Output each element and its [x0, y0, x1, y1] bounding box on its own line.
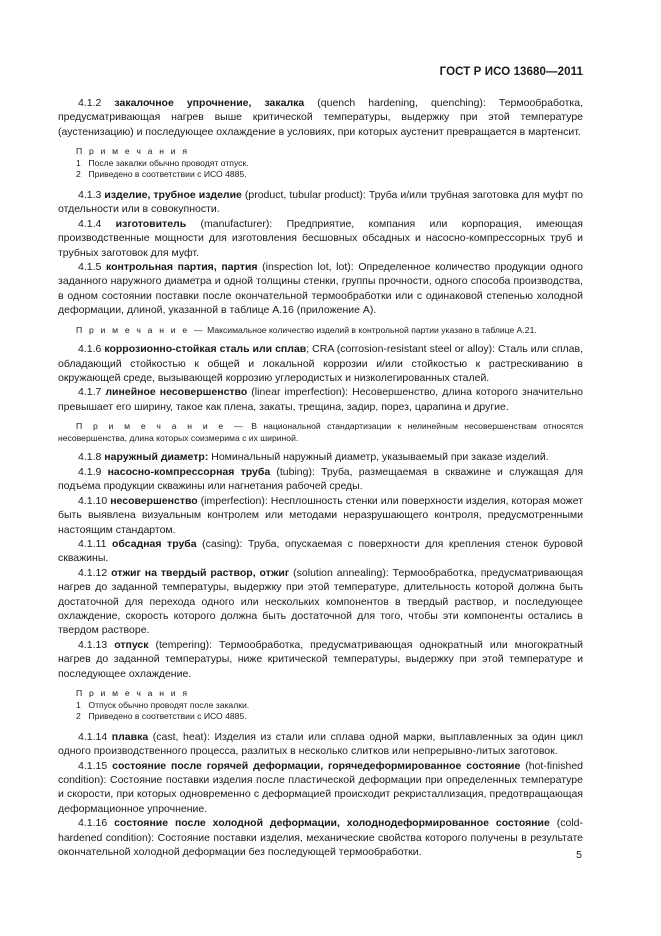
definition-text: (tubing): Труба, размещаемая в скважине и служащая для подъема продукции скважины или нагнетания рабочей среды. [58, 465, 584, 493]
term: закалочное упрочнение, закалка [114, 97, 305, 109]
note-label: П р и м е ч а н и е — [76, 324, 205, 335]
clause-number: 4.1.16 [78, 817, 108, 830]
clause-number: 4.1.7 [78, 386, 102, 399]
clause-number: 4.1.6 [78, 343, 102, 356]
term: изделие, трубное изделие [104, 189, 242, 201]
note-number: 1 [76, 157, 81, 168]
definition-text: (product, tubular product): Труба и/или трубная заготовка для муфт по отдельности или в совокупности. [58, 189, 583, 216]
definition-4-1-12 [58, 566, 583, 638]
clause-number: 4.1.2 [78, 97, 102, 109]
definition-text: (cold-hardened condition): Состояние поставки изделия, механические свойства которого получены в результате окончательной холодной деформации без последующей термообработки. [58, 817, 583, 858]
note-text: Отпуск обычно проводят после закалки. [88, 699, 250, 710]
clause-number: 4.1.11 [78, 537, 107, 550]
definition-4-1-9 [58, 465, 583, 494]
standard-header: ГОСТ Р ИСО 13680—2011 [439, 66, 583, 78]
term: линейное несовершенство [105, 386, 248, 399]
definition-text: Номинальный наружный диаметр, указываемый при заказе изделий. [208, 451, 549, 464]
term: наружный диаметр: [104, 451, 209, 464]
term: изготовитель [115, 217, 187, 230]
definition-4-1-2 [58, 96, 583, 139]
notes-label: П р и м е ч а н и я [76, 146, 190, 157]
clause-number: 4.1.9 [78, 465, 102, 478]
note-4-1-7 [58, 421, 583, 444]
definition-text: (manufacturer): Предприятие, компания или корпорация, имеющая производственные мощности для изготовления бесшовных обсадных и насосно-компрессорных труб и трубных заготовок для муфт. [58, 217, 583, 259]
definition-text: ; CRA (corrosion-resistant steel or alloy): Сталь или сплав, обладающий стойкостью к общей и локальной коррозии и/или стойкостью к растрескиванию в окружающей среде, вызывающей коррозию углеродистых и низколегированных сталей. [58, 343, 583, 385]
definition-4-1-13 [58, 638, 583, 681]
note-text: В национальной стандартизации к нелинейным несовершенствам относятся несовершенства, длина которых соизмерима с их шириной. [58, 421, 583, 443]
term: коррозионно-стойкая сталь или сплав [104, 343, 307, 356]
clause-number: 4.1.4 [78, 217, 102, 230]
note-label: П р и м е ч а н и е — [76, 421, 245, 432]
note-text: После закалки обычно проводят отпуск. [88, 157, 249, 168]
definition-4-1-8 [58, 450, 583, 464]
definition-4-1-11 [58, 537, 583, 566]
definition-text: (hot-finished condition): Состояние поставки изделия после пластической деформации при определенных температуре и скорости, при которых одновременно с деформацией происходит рекристаллизация, предотвращающая деформационное упрочнение. [58, 759, 584, 815]
definition-4-1-6 [58, 342, 583, 385]
note-number: 1 [76, 699, 81, 710]
clause-number: 4.1.14 [78, 730, 108, 743]
clause-number: 4.1.12 [78, 566, 108, 579]
definition-4-1-15 [58, 759, 583, 817]
term: несовершенство [110, 494, 198, 507]
page-number: 5 [576, 849, 582, 861]
term: насосно-компрессорная труба [107, 465, 271, 478]
definition-4-1-5 [58, 260, 583, 318]
definition-4-1-14 [58, 730, 583, 759]
definition-text: (inspection lot, lot): Определенное количество продукции одного заданного наружного диаметра и одной толщины стенки, группы прочности, одного способа производства, в одном состоянии поставки после окончательной термообработки или с одинаковой степенью холодной деформации, длиной, указанной в таблице А.16 (приложение А). [58, 261, 583, 317]
term: контрольная партия, партия [105, 261, 258, 274]
term: обсадная труба [111, 537, 197, 550]
clause-number: 4.1.8 [78, 451, 102, 464]
note-text: Приведено в соответствии с ИСО 4885. [88, 711, 247, 722]
definition-4-1-16 [58, 816, 583, 859]
definition-4-1-4 [58, 217, 583, 260]
definition-4-1-7 [58, 385, 583, 414]
clause-number: 4.1.10 [78, 494, 108, 507]
notes-label: П р и м е ч а н и я [76, 687, 190, 698]
clause-number: 4.1.3 [78, 189, 102, 201]
note-item [76, 158, 583, 170]
definition-4-1-3 [58, 188, 583, 217]
clause-number: 4.1.5 [78, 261, 102, 274]
term: отпуск [114, 638, 149, 651]
term: плавка [111, 730, 149, 743]
note-item [76, 700, 583, 712]
definition-text: (quench hardening, quenching): Термообработка, предусматривающая нагрев выше критической температуры, выдержку при этой температуре (аустенизацию) и последующее охлаждение в условиях, при которых аустенит превращается в мартенсит. [58, 97, 583, 138]
note-number: 2 [76, 169, 81, 180]
definition-text: (solution annealing): Термообработка, предусматривающая нагрев до заданной температуры, выдержку при этой температуре, длительность которой должна быть достаточной для перехода одного или нескольких компонентов в твердый раствор, и последующее охлаждение, скорость которого должна быть достаточной для того, чтобы эти компоненты остались в твердом растворе. [58, 566, 584, 637]
clause-number: 4.1.15 [78, 759, 108, 772]
definition-4-1-10 [58, 494, 583, 537]
notes-4-1-2 [76, 146, 583, 181]
term: состояние после холодной деформации, холоднодеформированное состояние [114, 817, 550, 830]
document-body [58, 96, 583, 859]
definition-text: (tempering): Термообработка, предусматривающая однократный или многократный нагрев до заданной температуры, ниже критической температуры, выдержку при этой температуре и последующее охлаждение. [58, 638, 584, 680]
note-4-1-5 [58, 325, 583, 337]
term: отжиг на твердый раствор, отжиг [111, 566, 290, 579]
definition-text: (casing): Труба, опускаемая с поверхности для крепления стенок буровой скважины. [58, 537, 583, 565]
definition-text: (imperfection): Несплошность стенки или поверхности изделия, которая может быть выявлена визуальным контролем или методами неразрушающего контроля, предусмотренными настоящим стандартом. [58, 494, 584, 536]
definition-text: (cast, heat): Изделия из стали или сплава одной марки, выплавленных за один цикл одного производственного процесса, разлитых в несколько слитков или непрерывно-литых заготовок. [58, 730, 584, 758]
clause-number: 4.1.13 [78, 638, 108, 651]
term: состояние после горячей деформации, горячедеформированное состояние [112, 759, 521, 772]
note-text: Максимальное количество изделий в контрольной партии указано в таблице А.21. [207, 324, 537, 335]
note-item [76, 711, 583, 723]
note-text: Приведено в соответствии с ИСО 4885. [88, 169, 247, 180]
notes-4-1-13 [76, 688, 583, 723]
definition-text: (linear imperfection): Несовершенство, длина которого значительно превышает его ширину, такое как плена, закаты, трещина, задир, порез, царапина и другие. [58, 386, 583, 413]
note-number: 2 [76, 711, 81, 722]
note-item [76, 169, 583, 181]
